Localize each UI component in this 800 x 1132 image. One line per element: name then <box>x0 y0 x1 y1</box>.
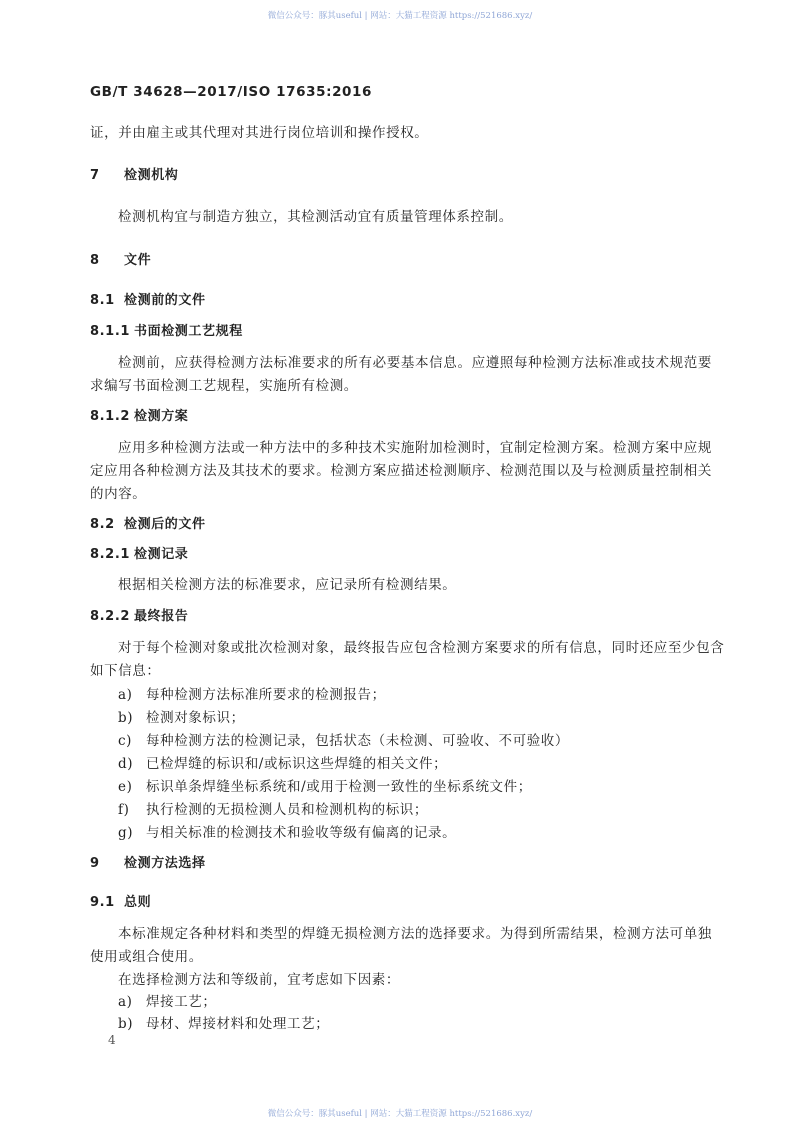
list-item: a) 每种检测方法标准所要求的检测报告； <box>118 687 386 703</box>
section-8-heading: 8 文件 <box>90 253 152 268</box>
list-item: b) 检测对象标识； <box>118 710 245 726</box>
paragraph-line: 定应用各种检测方法及其技术的要求。检测方案应描述检测顺序、检测范围以及与检测质量控制相关 <box>90 463 712 479</box>
paragraph-line: 应用多种检测方法或一种方法中的多种技术实施附加检测时，宜制定检测方案。检测方案中应规 <box>118 440 712 456</box>
paragraph-line: 使用或组合使用。 <box>90 949 203 965</box>
page-number: 4 <box>108 1033 117 1047</box>
paragraph-line: 的内容。 <box>90 486 147 502</box>
paragraph-line: 检测前，应获得检测方法标准要求的所有必要基本信息。应遵照每种检测方法标准或技术规范要 <box>118 355 712 371</box>
list-item: c) 每种检测方法的检测记录，包括状态（未检测、可验收、不可验收） <box>118 733 569 749</box>
section-8-1-heading: 8.1 检测前的文件 <box>90 293 206 308</box>
section-9-1-heading: 9.1 总则 <box>90 895 152 910</box>
section-7-paragraph: 检测机构宜与制造方独立，其检测活动宜有质量管理体系控制。 <box>118 209 513 225</box>
paragraph-line: 求编写书面检测工艺规程，实施所有检测。 <box>90 378 358 394</box>
section-8-2-heading: 8.2 检测后的文件 <box>90 517 206 532</box>
paragraph-line: 对于每个检测对象或批次检测对象，最终报告应包含检测方案要求的所有信息，同时还应至少包含 <box>118 640 725 656</box>
watermark-top: 微信公众号：豚其useful | 网站：大猫工程资源 https://521686.xyz/ <box>267 11 533 21</box>
paragraph-line: 本标准规定各种材料和类型的焊缝无损检测方法的选择要求。为得到所需结果，检测方法可单独 <box>118 926 712 942</box>
section-7-heading: 7 检测机构 <box>90 168 179 183</box>
section-8-1-2-heading: 8.1.2 检测方案 <box>90 409 189 424</box>
paragraph: 在选择检测方法和等级前，宜考虑如下因素： <box>118 972 400 988</box>
section-8-2-1-paragraph: 根据相关检测方法的标准要求，应记录所有检测结果。 <box>118 577 457 593</box>
list-item: b) 母材、焊接材料和处理工艺； <box>118 1016 330 1032</box>
section-8-2-2-heading: 8.2.2 最终报告 <box>90 609 189 624</box>
list-item: a) 焊接工艺； <box>118 994 217 1010</box>
list-item: e) 标识单条焊缝坐标系统和/或用于检测一致性的坐标系统文件； <box>118 779 532 795</box>
paragraph-continued: 证，并由雇主或其代理对其进行岗位培训和操作授权。 <box>90 125 429 141</box>
list-item: f) 执行检测的无损检测人员和检测机构的标识； <box>118 802 428 818</box>
paragraph-line: 如下信息： <box>90 663 161 679</box>
document-header: GB/T 34628—2017/ISO 17635:2016 <box>90 84 373 100</box>
section-8-1-1-heading: 8.1.1 书面检测工艺规程 <box>90 324 243 339</box>
section-8-2-1-heading: 8.2.1 检测记录 <box>90 547 189 562</box>
list-item: d) 已检焊缝的标识和/或标识这些焊缝的相关文件； <box>118 756 448 772</box>
watermark-bottom: 微信公众号：豚其useful | 网站：大猫工程资源 https://521686.xyz/ <box>267 1109 533 1119</box>
section-9-heading: 9 检测方法选择 <box>90 856 206 871</box>
list-item: g) 与相关标准的检测技术和验收等级有偏离的记录。 <box>118 825 457 841</box>
